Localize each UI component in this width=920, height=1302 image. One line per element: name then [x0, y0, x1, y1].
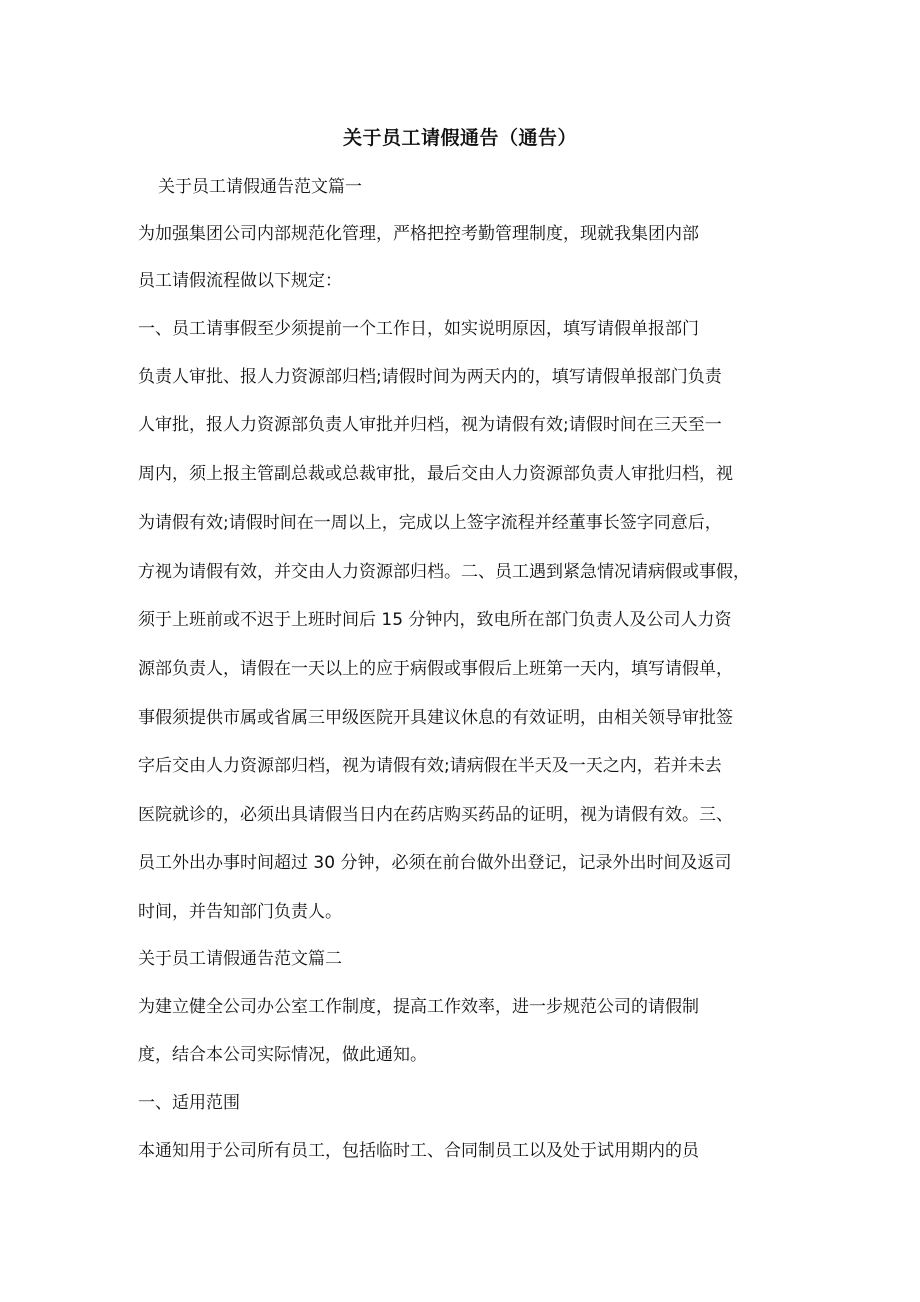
paragraph-line: 负责人审批、报人力资源部归档;请假时间为两天内的，填写请假单报部门负责 [138, 367, 722, 387]
paragraph-line: 方视为请假有效，并交由人力资源部归档。二、员工遇到紧急情况请病假或事假， [138, 562, 750, 582]
paragraph-line: 为加强集团公司内部规范化管理，严格把控考勤管理制度，现就我集团内部 [138, 224, 699, 244]
paragraph-line: 员工外出办事时间超过 30 分钟，必须在前台做外出登记，记录外出时间及返司 [138, 853, 732, 873]
paragraph-line: 周内，须上报主管副总裁或总裁审批，最后交由人力资源部负责人审批归档，视 [138, 464, 733, 484]
paragraph-line: 事假须提供市属或省属三甲级医院开具建议休息的有效证明，由相关领导审批签 [138, 708, 733, 728]
paragraph-line: 时间，并告知部门负责人。 [138, 902, 342, 922]
paragraph-line: 一、适用范围 [138, 1093, 240, 1113]
paragraph-line: 一、员工请事假至少须提前一个工作日，如实说明原因，填写请假单报部门 [138, 319, 699, 339]
paragraph-line: 本通知用于公司所有员工，包括临时工、合同制员工以及处于试用期内的员 [138, 1141, 699, 1161]
paragraph-line: 为建立健全公司办公室工作制度，提高工作效率，进一步规范公司的请假制 [138, 997, 699, 1017]
paragraph-line: 人审批，报人力资源部负责人审批并归档，视为请假有效;请假时间在三天至一 [138, 415, 722, 435]
paragraph-line: 员工请假流程做以下规定： [138, 271, 342, 291]
paragraph-line: 为请假有效;请假时间在一周以上，完成以上签字流程并经董事长签字同意后， [138, 513, 722, 533]
section-heading-2: 关于员工请假通告范文篇二 [138, 949, 342, 969]
paragraph-line: 字后交由人力资源部归档，视为请假有效;请病假在半天及一天之内，若并未去 [138, 756, 722, 776]
document-title: 关于员工请假通告（通告） [342, 127, 577, 149]
paragraph-line: 度，结合本公司实际情况，做此通知。 [138, 1045, 427, 1065]
paragraph-line: 源部负责人，请假在一天以上的应于病假或事假后上班第一天内，填写请假单， [138, 659, 733, 679]
paragraph-line: 医院就诊的，必须出具请假当日内在药店购买药品的证明，视为请假有效。三、 [138, 805, 733, 825]
paragraph-line: 须于上班前或不迟于上班时间后 15 分钟内，致电所在部门负责人及公司人力资 [138, 610, 732, 630]
section-heading-1: 关于员工请假通告范文篇一 [158, 177, 362, 197]
